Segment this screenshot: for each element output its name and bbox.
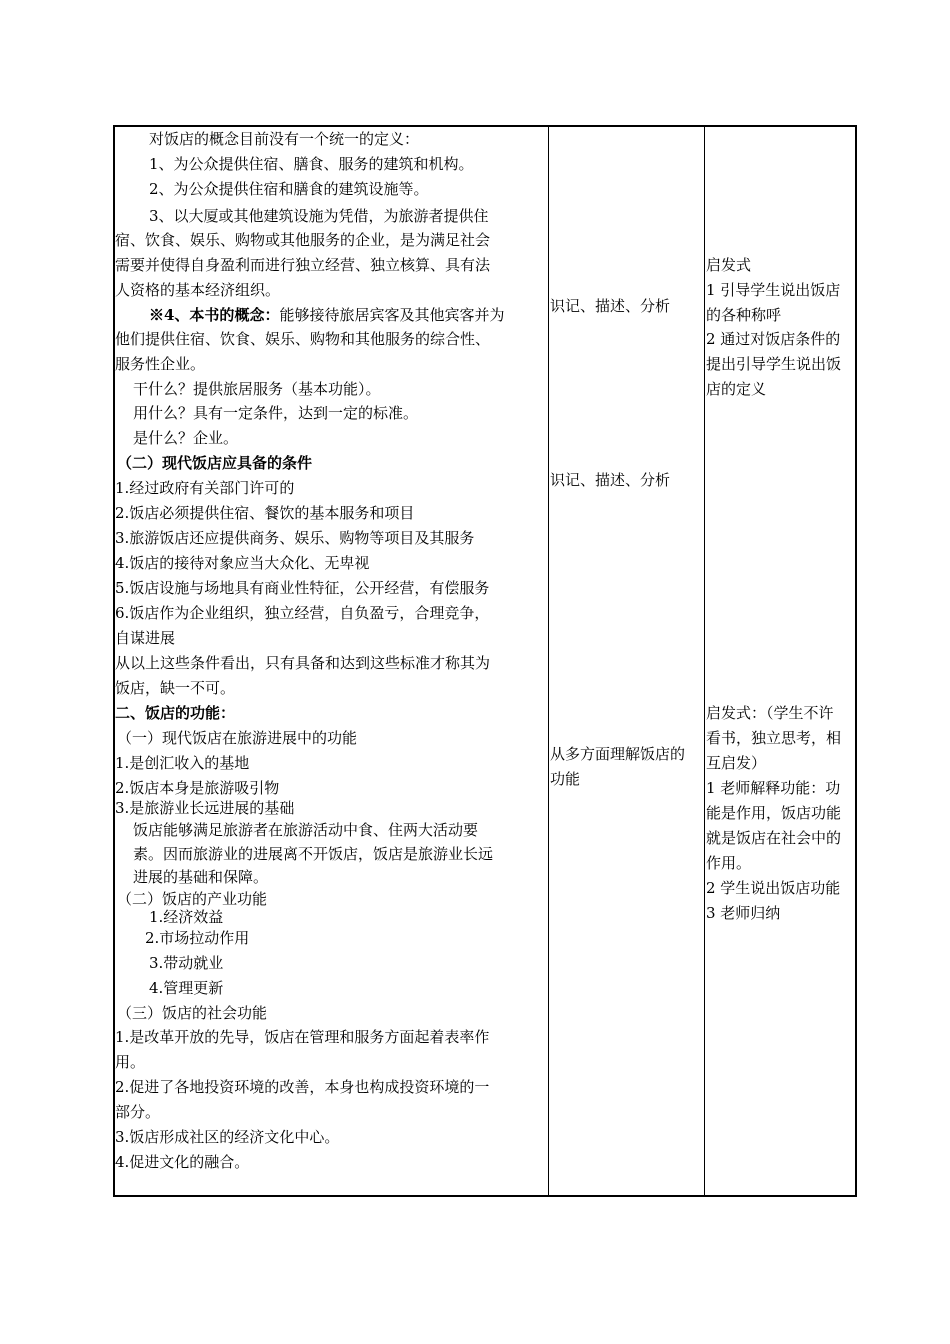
method-line: 1 老师解释功能：功 [706,779,841,797]
definition-4-line [149,303,504,327]
function-item: 部分。 [115,1103,161,1121]
function-description: 饭店能够满足旅游者在旅游活动中食、住两大活动要 [133,821,479,839]
function-item: 2.促进了各地投资环境的改善，本身也构成投资环境的一 [115,1078,490,1096]
question-with-what: 用什么？具有一定条件，达到一定的标准。 [133,404,419,422]
function-item: 3.饭店形成社区的经济文化中心。 [115,1128,340,1146]
method-title: 看书，独立思考，相 [706,729,842,747]
definition-3-line: 3、以大厦或其他建筑设施为凭借，为旅游者提供住 [149,207,489,225]
section-functions-title: 二、饭店的功能： [115,704,236,722]
condition-item: 4.饭店的接待对象应当大众化、无卑视 [115,554,370,572]
function-group-title: （三）饭店的社会功能 [117,1004,268,1022]
objective-text: 功能 [550,770,581,788]
section-conditions-title: （二）现代饭店应具备的条件 [117,454,313,472]
condition-summary: 从以上这些条件看出，只有具备和达到这些标准才称其为 [115,654,491,672]
method-line: 1 引导学生说出饭店 [706,281,841,299]
function-item: 1.经济效益 [149,908,224,926]
content-column [115,127,549,1195]
method-line: 能是作用，饭店功能 [706,804,842,822]
question-what: 干什么？提供旅居服务（基本功能）。 [133,380,381,398]
function-item: 4.管理更新 [149,979,224,997]
condition-summary: 饭店，缺一不可。 [115,679,236,697]
condition-item: 3.旅游饭店还应提供商务、娱乐、购物等项目及其服务 [115,529,475,547]
function-item: 1.是改革开放的先导，饭店在管理和服务方面起着表率作 [115,1028,490,1046]
method-title: 互启发） [706,754,767,772]
definition-4-label: ※4、本书的概念： [149,306,280,324]
definition-4-line: 他们提供住宿、饮食、娱乐、购物和其他服务的综合性、 [115,330,491,348]
intro-text: 对饭店的概念目前没有一个统一的定义： [149,130,420,148]
function-item: 2.饭店本身是旅游吸引物 [115,779,280,797]
definition-4-text: 能够接待旅居宾客及其他宾客并为 [279,306,505,324]
method-line: 提出引导学生说出饭 [706,355,842,373]
condition-item: 自谋进展 [115,629,176,647]
method-title: 启发式 [706,256,752,274]
method-line: 2 通过对饭店条件的 [706,330,841,348]
method-line: 作用。 [706,854,752,872]
function-item: 3.带动就业 [149,954,224,972]
method-title: 启发式：（学生不许 [706,704,834,722]
objective-text: 识记、描述、分析 [550,297,671,315]
question-is-what: 是什么？企业。 [133,429,239,447]
function-item: 3.是旅游业长远进展的基础 [115,799,295,817]
lesson-plan-table [113,125,857,1197]
function-item: 4.促进文化的融合。 [115,1153,250,1171]
definition-4-line: 服务性企业。 [115,355,206,373]
definition-1: 1、为公众提供住宿、膳食、服务的建筑和机构。 [149,155,474,173]
method-line: 的各种称呼 [706,306,782,324]
definition-3-line: 宿、饮食、娱乐、购物或其他服务的企业，是为满足社会 [115,231,491,249]
function-item: 1.是创汇收入的基地 [115,754,250,772]
method-line: 3 老师归纳 [706,904,781,922]
function-group-title: （二）饭店的产业功能 [117,890,268,908]
condition-item: 6.饭店作为企业组织，独立经营，自负盈亏，合理竞争， [115,604,490,622]
function-group-title: （一）现代饭店在旅游进展中的功能 [117,729,358,747]
condition-item: 1.经过政府有关部门许可的 [115,479,295,497]
function-item: 用。 [115,1053,146,1071]
method-line: 2 学生说出饭店功能 [706,879,841,897]
condition-item: 5.饭店设施与场地具有商业性特征，公开经营，有偿服务 [115,579,490,597]
method-line: 店的定义 [706,380,767,398]
function-item: 2.市场拉动作用 [145,929,250,947]
definition-3-line: 需要并使得自身盈利而进行独立经营、独立核算、具有法 [115,256,491,274]
condition-item: 2.饭店必须提供住宿、餐饮的基本服务和项目 [115,504,415,522]
function-description: 素。因而旅游业的进展离不开饭店，饭店是旅游业长远 [133,845,494,863]
definition-3-line: 人资格的基本经济组织。 [115,281,281,299]
definition-2: 2、为公众提供住宿和膳食的建筑设施等。 [149,180,429,198]
method-line: 就是饭店在社会中的 [706,829,842,847]
objective-text: 识记、描述、分析 [550,471,671,489]
objective-text: 从多方面理解饭店的 [550,745,686,763]
objectives-column [550,127,705,1195]
methods-column [706,127,858,1195]
function-description: 进展的基础和保障。 [133,868,269,886]
